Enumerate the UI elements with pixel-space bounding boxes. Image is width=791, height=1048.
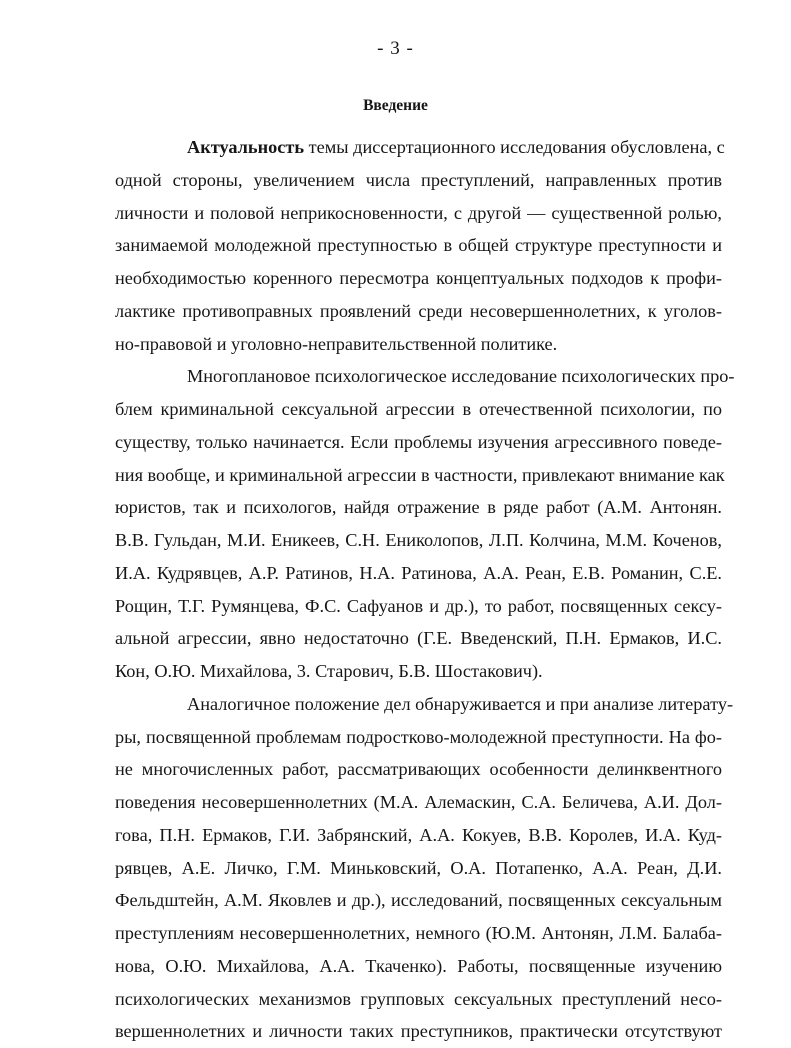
text-line: лактике противоправных проявлений среди несовершеннолетних, к уголов- [115,300,722,321]
section-heading: Введение [363,97,428,114]
text-line: ры, посвященной проблемам подростково-молодежной преступности. На фо- [115,726,722,747]
text-line: поведения несовершеннолетних (М.А. Алемаскин, С.А. Беличева, А.И. Дол- [115,792,722,812]
body-text [115,131,735,1048]
text-line: не многочисленных работ, рассматривающих особенности делинквентного [115,759,722,780]
paragraph-youth-crime [115,688,734,1048]
text-line: И.А. Кудрявцев, А.Р. Ратинов, Н.А. Ратинова, А.А. Реан, Е.В. Романин, С.Е. [115,562,722,583]
text-line: личности и половой неприкосновенности, с другой — существенной ролью, [115,202,722,223]
text-line: занимаемой молодежной преступностью в общей структуре преступности и [115,235,722,256]
paragraph-relevance [115,131,725,360]
text-line: вершеннолетних и личности таких преступников, практически отсутствуют [115,1021,722,1042]
text-line: Аналогичное положение дел обнаруживается и при анализе литерату- [187,693,734,714]
text-line: Рощин, Т.Г. Румянцева, Ф.С. Сафуанов и др.), то работ, посвященных сексу- [115,595,722,616]
text-line: рявцев, А.Е. Личко, Г.М. Миньковский, О.А. Потапенко, А.А. Реан, Д.И. [115,857,722,878]
bold-term: Актуальность [187,137,305,157]
line-text: темы диссертационного исследования обусловлена, с [304,137,725,157]
text-line: Фельдштейн, А.М. Яковлев и др.), исследований, посвященных сексуальным [115,890,722,911]
text-line: существу, только начинается. Если проблемы изучения агрессивного поведе- [115,431,722,452]
text-line: психологических механизмов групповых сексуальных преступлений несо- [115,988,722,1009]
text-line [115,131,725,164]
text-line: Многоплановое психологическое исследование психологических про- [187,366,735,387]
text-line: Кон, О.Ю. Михайлова, 3. Старович, Б.В. Шостакович). [115,661,543,681]
text-line: нова, О.Ю. Михайлова, А.А. Ткаченко). Работы, посвященные изучению [115,955,722,976]
text-line: блем криминальной сексуальной агрессии в отечественной психологии, по [115,399,722,419]
page-number: - 3 - [377,38,414,59]
text-line: В.В. Гульдан, М.И. Еникеев, С.Н. Ениколопов, Л.П. Колчина, М.М. Коченов, [115,530,722,550]
text-line: юристов, так и психологов, найдя отражение в ряде работ (А.М. Антонян. [115,497,722,518]
paragraph-sexual-aggression [115,360,735,688]
text-line: необходимостью коренного пересмотра концептуальных подходов к профи- [115,268,722,288]
text-line: преступлениям несовершеннолетних, немного (Ю.М. Антонян, Л.М. Балаба- [115,923,722,943]
text-line: одной стороны, увеличением числа преступлений, направленных против [115,169,722,190]
text-line: но-правовой и уголовно-неправительственной политике. [115,333,558,354]
text-line: ния вообще, и криминальной агрессии в частности, привлекают внимание как [115,464,725,485]
text-line: альной агрессии, явно недостаточно (Г.Е. Введенский, П.Н. Ермаков, И.С. [115,628,722,649]
text-line: гова, П.Н. Ермаков, Г.И. Забрянский, А.А. Кокуев, В.В. Королев, И.А. Куд- [115,824,722,845]
